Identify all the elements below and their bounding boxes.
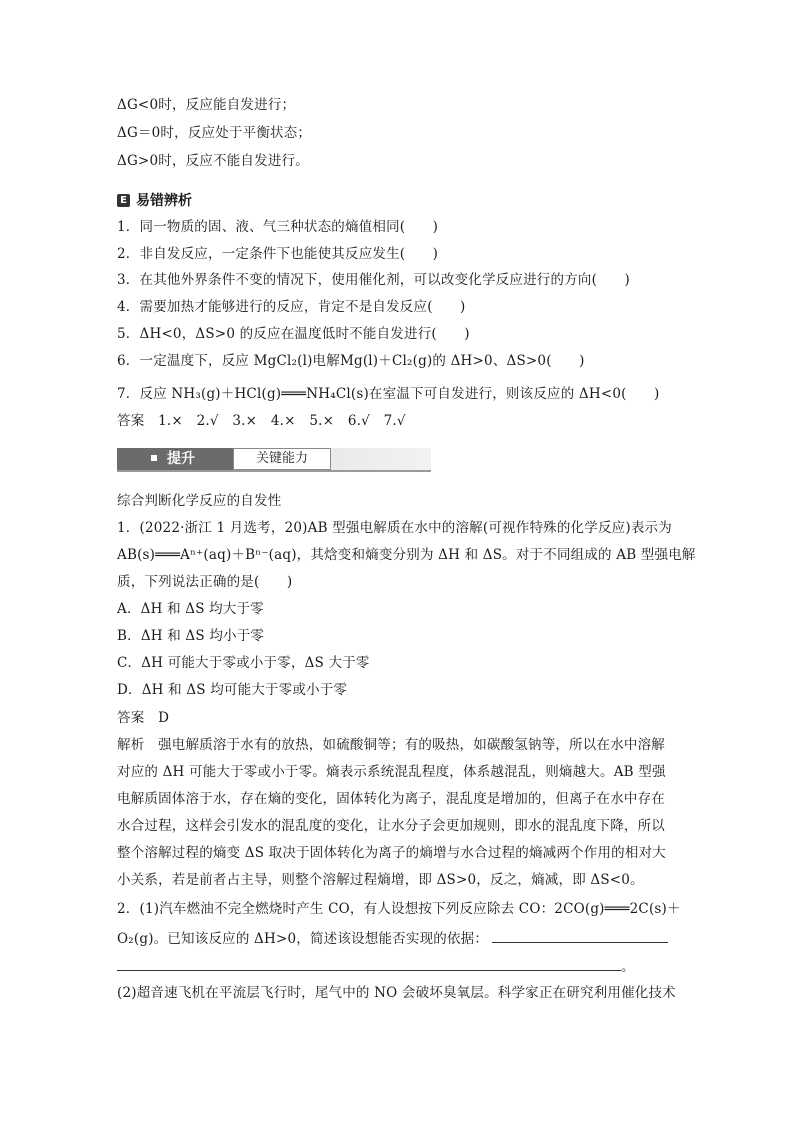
- square-icon: [151, 455, 157, 461]
- answer-blank-2[interactable]: [117, 956, 621, 971]
- q2-line-4: (2)超音速飞机在平流层飞行时，尾气中的 NO 会破坏臭氧层。科学家正在研究利用催化技术: [117, 985, 676, 1001]
- section-title: 综合判断化学反应的自发性: [117, 493, 282, 509]
- mistake-item-1: 1．同一物质的固、液、气三种状态的熵值相同( ): [117, 219, 439, 235]
- q1-analysis-line-2: 对应的 ΔH 可能大于零或小于零。熵表示系统混乱程度，体系越混乱，则熵越大。AB 型强: [117, 764, 666, 780]
- q1-stem-line-3: 质，下列说法正确的是( ): [117, 574, 293, 590]
- q2-line-2-text: O₂(g)。已知该反应的 ΔH>0，简述该设想能否实现的依据：: [117, 931, 489, 947]
- q1-option-c: C．ΔH 可能大于零或小于零，ΔS 大于零: [117, 655, 370, 671]
- q1-stem-line-1: 1．(2022·浙江 1 月选考，20)AB 型强电解质在水中的溶解(可视作特殊的化学反应)表示为: [117, 520, 672, 536]
- q1-analysis-line-1: 解析 强电解质溶于水有的放热，如硫酸铜等；有的吸热，如碳酸氢钠等，所以在水中溶解: [117, 737, 665, 753]
- q2-line-1: 2．(1)汽车燃油不完全燃烧时产生 CO，有人设想按下列反应除去 CO：2CO(g)═══2C(s)＋: [117, 901, 681, 917]
- q2-line-3: [117, 956, 635, 976]
- q2-line-2: [117, 928, 668, 948]
- q1-option-a: A．ΔH 和 ΔS 均大于零: [117, 601, 264, 617]
- mistake-item-3: 3．在其他外界条件不变的情况下，使用催化剂，可以改变化学反应进行的方向( ): [117, 272, 630, 288]
- section-banner: [117, 448, 431, 472]
- mistake-item-6: 6．一定温度下，反应 MgCl₂(l)电解Mg(l)＋Cl₂(g)的 ΔH>0、ΔS>0( ): [117, 353, 585, 369]
- intro-line-3: ΔG>0时，反应不能自发进行。: [117, 153, 309, 169]
- q1-stem-line-2: AB(s)═══Aⁿ⁺(aq)＋Bⁿ⁻(aq)，其焓变和熵变分别为 ΔH 和 ΔS。对于不同组成的 AB 型强电解: [117, 547, 696, 563]
- mistake-item-5: 5．ΔH<0，ΔS>0 的反应在温度低时不能自发进行( ): [117, 326, 470, 342]
- mistake-item-2: 2．非自发反应，一定条件下也能使其反应发生( ): [117, 246, 439, 262]
- banner-light-tab: 关键能力: [233, 448, 331, 470]
- intro-line-2: ΔG＝0时，反应处于平衡状态；: [117, 125, 312, 141]
- mistakes-heading: [117, 190, 192, 210]
- q1-analysis-line-4: 水合过程，这样会引发水的混乱度的变化，让水分子会更加规则，即水的混乱度下降，所以: [117, 818, 665, 834]
- q2-end-mark: 。: [621, 959, 635, 975]
- q1-option-d: D．ΔH 和 ΔS 均可能大于零或小于零: [117, 682, 348, 698]
- banner-dark-tab: 提升: [117, 448, 233, 470]
- intro-line-1: ΔG<0时，反应能自发进行；: [117, 97, 296, 113]
- e-letter-icon: E: [117, 194, 130, 207]
- mistake-item-7: 7．反应 NH₃(g)＋HCl(g)═══NH₄Cl(s)在室温下可自发进行，则该反应的 ΔH<0( ): [117, 386, 660, 402]
- mistake-item-4: 4．需要加热才能够进行的反应，肯定不是自发反应( ): [117, 299, 466, 315]
- q1-analysis-line-5: 整个溶解过程的熵变 ΔS 取决于固体转化为离子的熵增与水合过程的熵减两个作用的相对大: [117, 845, 666, 861]
- q1-analysis-line-6: 小关系，若是前者占主导，则整个溶解过程熵增，即 ΔS>0，反之，熵减，即 ΔS<0。: [117, 872, 644, 888]
- q1-option-b: B．ΔH 和 ΔS 均小于零: [117, 628, 265, 644]
- mistakes-heading-label: 易错辨析: [136, 193, 192, 209]
- q1-answer: 答案 D: [117, 710, 170, 726]
- q1-analysis-line-3: 电解质固体溶于水，存在熵的变化，固体转化为离子，混乱度是增加的，但离子在水中存在: [117, 791, 665, 807]
- mistakes-answer: 答案 1.× 2.√ 3.× 4.× 5.× 6.√ 7.√: [117, 413, 406, 429]
- answer-blank-1[interactable]: [492, 928, 668, 943]
- banner-underline: [117, 470, 431, 472]
